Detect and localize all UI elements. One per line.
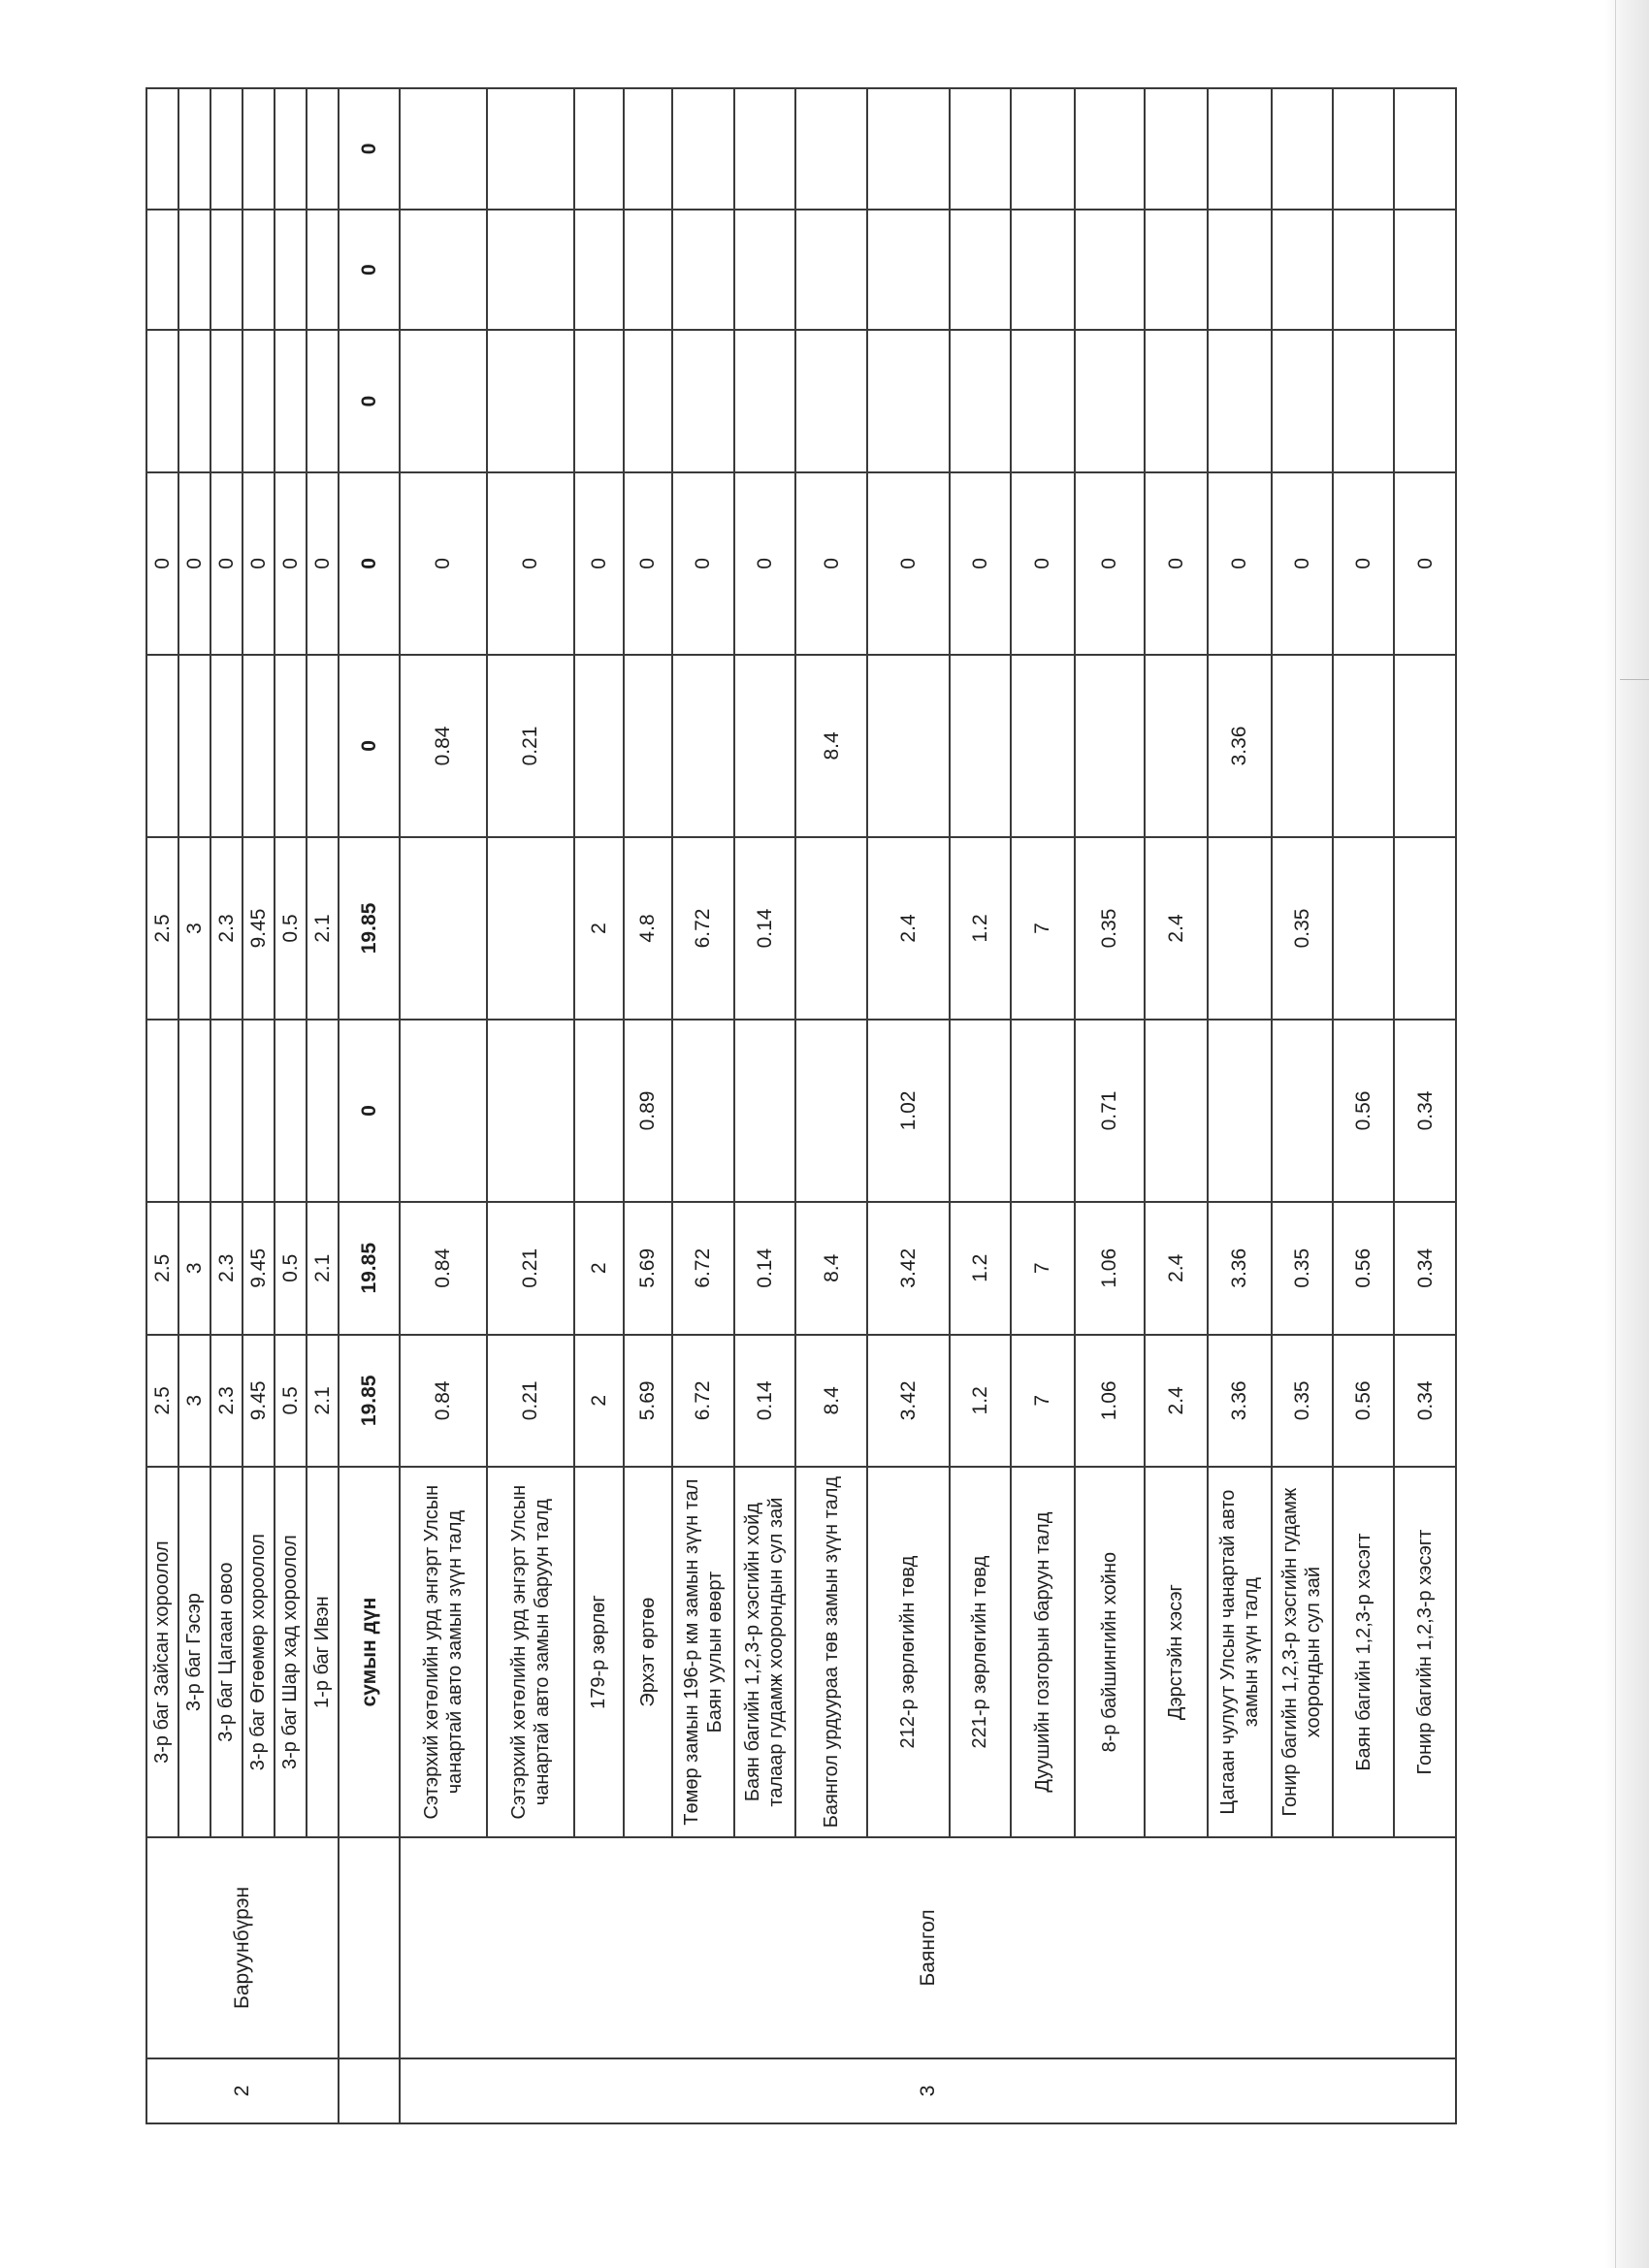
value-cell-c1: 2.3 — [210, 1335, 242, 1468]
place-name: 212-р зөрлөгийн төвд — [867, 1467, 950, 1837]
place-name: Гонир багийн 1,2,3-р хэсэгт — [1394, 1467, 1456, 1837]
value-cell-c9 — [795, 88, 867, 210]
value-cell-c6: 0 — [672, 472, 733, 655]
value-cell-c9 — [307, 88, 339, 210]
value-cell-c8 — [1145, 210, 1209, 331]
value-cell-c2: 7 — [1011, 1202, 1075, 1335]
value-cell-c9 — [146, 88, 178, 210]
value-cell-c7 — [210, 330, 242, 471]
value-cell-c5 — [1272, 655, 1333, 837]
value-cell-c9 — [950, 88, 1011, 210]
value-cell-c9 — [210, 88, 242, 210]
value-cell-c4: 2.4 — [1145, 837, 1209, 1020]
value-cell-c7 — [1272, 330, 1333, 471]
table-row — [210, 88, 242, 2123]
value-cell-c6: 0 — [146, 472, 178, 655]
value-cell-c2: 0.14 — [734, 1202, 795, 1335]
rotated-table-container — [146, 87, 1457, 2124]
value-cell-c9 — [574, 88, 624, 210]
place-name: Сэтэрхий хөтөлийн урд энгэрт Улсын чанартай авто замын баруун талд — [487, 1467, 574, 1837]
value-cell-c2: 2.5 — [146, 1202, 178, 1335]
total-value-c7: 0 — [339, 330, 400, 471]
table-row — [672, 88, 733, 2123]
value-cell-c7 — [275, 330, 307, 471]
value-cell-c1: 5.69 — [624, 1335, 673, 1468]
value-cell-c9 — [734, 88, 795, 210]
place-name: 179-р зөрлөг — [574, 1467, 624, 1837]
soum-name: Баруунбүрэн — [146, 1837, 339, 2058]
total-value-c6: 0 — [339, 472, 400, 655]
paper-edge — [1604, 0, 1649, 2268]
value-cell-c4: 4.8 — [624, 837, 673, 1020]
value-cell-c7 — [795, 330, 867, 471]
total-value-c5: 0 — [339, 655, 400, 837]
total-value-c9: 0 — [339, 88, 400, 210]
value-cell-c7 — [624, 330, 673, 471]
value-cell-c4: 0.14 — [734, 837, 795, 1020]
table-row — [1333, 88, 1394, 2123]
value-cell-c8 — [146, 210, 178, 331]
value-cell-c2: 0.5 — [275, 1202, 307, 1335]
value-cell-c8 — [487, 210, 574, 331]
value-cell-c8 — [1208, 210, 1272, 331]
place-name: 3-р баг Зайсан хороолол — [146, 1467, 178, 1837]
value-cell-c1: 0.14 — [734, 1335, 795, 1468]
value-cell-c3 — [307, 1020, 339, 1202]
value-cell-c3 — [178, 1020, 210, 1202]
value-cell-c4: 2.3 — [210, 837, 242, 1020]
place-name: 3-р баг Шар хад хороолол — [275, 1467, 307, 1837]
value-cell-c5 — [146, 655, 178, 837]
value-cell-c3 — [210, 1020, 242, 1202]
table-row — [1011, 88, 1075, 2123]
value-cell-c4: 0.35 — [1075, 837, 1145, 1020]
value-cell-c8 — [307, 210, 339, 331]
value-cell-c1: 0.5 — [275, 1335, 307, 1468]
table-row — [1075, 88, 1145, 2123]
value-cell-c5 — [672, 655, 733, 837]
value-cell-c2: 0.35 — [1272, 1202, 1333, 1335]
value-cell-c2: 1.2 — [950, 1202, 1011, 1335]
value-cell-c2: 8.4 — [795, 1202, 867, 1335]
value-cell-c1: 8.4 — [795, 1335, 867, 1468]
value-cell-c4: 2.4 — [867, 837, 950, 1020]
value-cell-c5 — [867, 655, 950, 837]
value-cell-c3 — [275, 1020, 307, 1202]
fold-mark — [1620, 679, 1649, 680]
value-cell-c8 — [275, 210, 307, 331]
value-cell-c1: 0.56 — [1333, 1335, 1394, 1468]
place-name: Сэтэрхий хөтөлийн урд энгэрт Улсын чанартай авто замын зүүн талд — [400, 1467, 487, 1837]
value-cell-c2: 2.1 — [307, 1202, 339, 1335]
section-number: 3 — [400, 2058, 1456, 2123]
value-cell-c1: 6.72 — [672, 1335, 733, 1468]
value-cell-c9 — [672, 88, 733, 210]
table-row — [275, 88, 307, 2123]
value-cell-c5 — [574, 655, 624, 837]
value-cell-c3 — [400, 1020, 487, 1202]
value-cell-c7 — [672, 330, 733, 471]
value-cell-c3 — [146, 1020, 178, 1202]
value-cell-c7 — [307, 330, 339, 471]
table-body — [146, 88, 1456, 2123]
value-cell-c2: 6.72 — [672, 1202, 733, 1335]
table-row — [734, 88, 795, 2123]
table-row — [1272, 88, 1333, 2123]
place-name: 3-р баг Өгөөмөр хороолол — [242, 1467, 275, 1837]
value-cell-c1: 7 — [1011, 1335, 1075, 1468]
value-cell-c8 — [210, 210, 242, 331]
value-cell-c1: 3.36 — [1208, 1335, 1272, 1468]
value-cell-c6: 0 — [210, 472, 242, 655]
value-cell-c5 — [1145, 655, 1209, 837]
value-cell-c2: 2 — [574, 1202, 624, 1335]
value-cell-c2: 9.45 — [242, 1202, 275, 1335]
value-cell-c6: 0 — [1011, 472, 1075, 655]
total-value-c8: 0 — [339, 210, 400, 331]
place-name: Гонир багийн 1,2,3-р хэсгийн гудамж хоорондын сул зай — [1272, 1467, 1333, 1837]
value-cell-c9 — [1075, 88, 1145, 210]
soum-name: Баянгол — [400, 1837, 1456, 2058]
value-cell-c7 — [146, 330, 178, 471]
value-cell-c9 — [624, 88, 673, 210]
value-cell-c7 — [1075, 330, 1145, 471]
total-value-c3: 0 — [339, 1020, 400, 1202]
value-cell-c6: 0 — [1394, 472, 1456, 655]
value-cell-c5 — [275, 655, 307, 837]
value-cell-c6: 0 — [242, 472, 275, 655]
value-cell-c7 — [574, 330, 624, 471]
value-cell-c7 — [950, 330, 1011, 471]
value-cell-c1: 2.5 — [146, 1335, 178, 1468]
value-cell-c6: 0 — [1145, 472, 1209, 655]
value-cell-c7 — [242, 330, 275, 471]
value-cell-c8 — [795, 210, 867, 331]
value-cell-c5 — [1011, 655, 1075, 837]
value-cell-c3: 0.71 — [1075, 1020, 1145, 1202]
table-row — [624, 88, 673, 2123]
value-cell-c5 — [734, 655, 795, 837]
value-cell-c1: 2.4 — [1145, 1335, 1209, 1468]
value-cell-c4: 2.5 — [146, 837, 178, 1020]
value-cell-c9 — [178, 88, 210, 210]
value-cell-c6: 0 — [1333, 472, 1394, 655]
total-value-c1: 19.85 — [339, 1335, 400, 1468]
value-cell-c3: 0.89 — [624, 1020, 673, 1202]
value-cell-c8 — [672, 210, 733, 331]
value-cell-c4: 3 — [178, 837, 210, 1020]
value-cell-c1: 2 — [574, 1335, 624, 1468]
value-cell-c9 — [400, 88, 487, 210]
value-cell-c4: 0.35 — [1272, 837, 1333, 1020]
table-row — [574, 88, 624, 2123]
value-cell-c5 — [307, 655, 339, 837]
total-row — [339, 88, 400, 2123]
value-cell-c1: 0.34 — [1394, 1335, 1456, 1468]
place-name: Эрхэт өртөө — [624, 1467, 673, 1837]
value-cell-c8 — [1333, 210, 1394, 331]
value-cell-c2: 3 — [178, 1202, 210, 1335]
value-cell-c5 — [1394, 655, 1456, 837]
value-cell-c1: 0.21 — [487, 1335, 574, 1468]
total-blank — [339, 2058, 400, 2123]
section-number: 2 — [146, 2058, 339, 2123]
value-cell-c4: 6.72 — [672, 837, 733, 1020]
table-row — [307, 88, 339, 2123]
table-row — [487, 88, 574, 2123]
value-cell-c8 — [242, 210, 275, 331]
value-cell-c9 — [867, 88, 950, 210]
value-cell-c2: 3.36 — [1208, 1202, 1272, 1335]
value-cell-c6: 0 — [307, 472, 339, 655]
value-cell-c7 — [734, 330, 795, 471]
place-name: 8-р байшингийн хойно — [1075, 1467, 1145, 1837]
place-name: 3-р баг Гэсэр — [178, 1467, 210, 1837]
value-cell-c4 — [795, 837, 867, 1020]
table-row — [950, 88, 1011, 2123]
value-cell-c8 — [574, 210, 624, 331]
value-cell-c3 — [1011, 1020, 1075, 1202]
value-cell-c2: 2.3 — [210, 1202, 242, 1335]
value-cell-c6: 0 — [178, 472, 210, 655]
value-cell-c7 — [1011, 330, 1075, 471]
value-cell-c7 — [1333, 330, 1394, 471]
value-cell-c6: 0 — [574, 472, 624, 655]
value-cell-c8 — [950, 210, 1011, 331]
value-cell-c8 — [624, 210, 673, 331]
value-cell-c7 — [178, 330, 210, 471]
value-cell-c9 — [1145, 88, 1209, 210]
value-cell-c2: 3.42 — [867, 1202, 950, 1335]
value-cell-c5: 3.36 — [1208, 655, 1272, 837]
value-cell-c5 — [624, 655, 673, 837]
table-row — [146, 88, 178, 2123]
table-row — [242, 88, 275, 2123]
place-name: Баян багийн 1,2,3-р хэсгийн хойд талаар гудамж хоорондын сул зай — [734, 1467, 795, 1837]
value-cell-c6: 0 — [950, 472, 1011, 655]
value-cell-c7 — [1208, 330, 1272, 471]
value-cell-c3: 0.56 — [1333, 1020, 1394, 1202]
place-name: Баянгол урдуураа төв замын зүүн талд — [795, 1467, 867, 1837]
value-cell-c2: 0.21 — [487, 1202, 574, 1335]
value-cell-c9 — [275, 88, 307, 210]
value-cell-c1: 1.06 — [1075, 1335, 1145, 1468]
value-cell-c6: 0 — [624, 472, 673, 655]
place-name: Дэрстэйн хэсэг — [1145, 1467, 1209, 1837]
value-cell-c2: 2.4 — [1145, 1202, 1209, 1335]
value-cell-c1: 9.45 — [242, 1335, 275, 1468]
place-name: 3-р баг Цагаан овоо — [210, 1467, 242, 1837]
place-name: Баян багийн 1,2,3-р хэсэгт — [1333, 1467, 1394, 1837]
value-cell-c3 — [1208, 1020, 1272, 1202]
value-cell-c3: 0.34 — [1394, 1020, 1456, 1202]
value-cell-c3 — [950, 1020, 1011, 1202]
table-row — [400, 88, 487, 2123]
value-cell-c6: 0 — [275, 472, 307, 655]
value-cell-c7 — [400, 330, 487, 471]
value-cell-c3: 1.02 — [867, 1020, 950, 1202]
value-cell-c1: 2.1 — [307, 1335, 339, 1468]
value-cell-c4: 9.45 — [242, 837, 275, 1020]
table-row — [1208, 88, 1272, 2123]
value-cell-c6: 0 — [487, 472, 574, 655]
value-cell-c8 — [1011, 210, 1075, 331]
value-cell-c4: 2.1 — [307, 837, 339, 1020]
value-cell-c5 — [242, 655, 275, 837]
total-value-c4: 19.85 — [339, 837, 400, 1020]
total-label: сумын дүн — [339, 1467, 400, 1837]
value-cell-c8 — [734, 210, 795, 331]
value-cell-c3 — [1145, 1020, 1209, 1202]
table-row — [178, 88, 210, 2123]
value-cell-c2: 0.84 — [400, 1202, 487, 1335]
value-cell-c5 — [1075, 655, 1145, 837]
total-blank — [339, 1837, 400, 2058]
value-cell-c2: 1.06 — [1075, 1202, 1145, 1335]
value-cell-c9 — [242, 88, 275, 210]
value-cell-c1: 3 — [178, 1335, 210, 1468]
value-cell-c4 — [487, 837, 574, 1020]
value-cell-c9 — [1394, 88, 1456, 210]
place-name: Төмөр замын 196-р км замын зүүн тал Баян уулын өвөрт — [672, 1467, 733, 1837]
value-cell-c1: 0.84 — [400, 1335, 487, 1468]
value-cell-c7 — [1145, 330, 1209, 471]
value-cell-c5 — [210, 655, 242, 837]
value-cell-c9 — [1011, 88, 1075, 210]
table-row — [867, 88, 950, 2123]
total-value-c2: 19.85 — [339, 1202, 400, 1335]
value-cell-c5: 8.4 — [795, 655, 867, 837]
value-cell-c6: 0 — [400, 472, 487, 655]
value-cell-c5: 0.84 — [400, 655, 487, 837]
value-cell-c4 — [1394, 837, 1456, 1020]
value-cell-c9 — [487, 88, 574, 210]
value-cell-c4: 0.5 — [275, 837, 307, 1020]
value-cell-c9 — [1333, 88, 1394, 210]
value-cell-c8 — [1272, 210, 1333, 331]
value-cell-c7 — [867, 330, 950, 471]
value-cell-c6: 0 — [1272, 472, 1333, 655]
table-row — [795, 88, 867, 2123]
value-cell-c5 — [950, 655, 1011, 837]
value-cell-c8 — [867, 210, 950, 331]
value-cell-c8 — [1075, 210, 1145, 331]
value-cell-c1: 3.42 — [867, 1335, 950, 1468]
value-cell-c6: 0 — [734, 472, 795, 655]
value-cell-c8 — [400, 210, 487, 331]
paper-edge-line — [1615, 0, 1616, 2268]
value-cell-c3 — [242, 1020, 275, 1202]
land-allocation-table — [146, 87, 1457, 2124]
value-cell-c4 — [1333, 837, 1394, 1020]
value-cell-c4: 1.2 — [950, 837, 1011, 1020]
value-cell-c6: 0 — [795, 472, 867, 655]
value-cell-c1: 0.35 — [1272, 1335, 1333, 1468]
value-cell-c9 — [1208, 88, 1272, 210]
place-name: Цагаан чулуут Улсын чанартай авто замын зүүн талд — [1208, 1467, 1272, 1837]
value-cell-c6: 0 — [867, 472, 950, 655]
value-cell-c7 — [1394, 330, 1456, 471]
value-cell-c4 — [400, 837, 487, 1020]
value-cell-c5 — [178, 655, 210, 837]
table-row — [1394, 88, 1456, 2123]
value-cell-c8 — [178, 210, 210, 331]
value-cell-c3 — [574, 1020, 624, 1202]
value-cell-c5: 0.21 — [487, 655, 574, 837]
table-row — [1145, 88, 1209, 2123]
value-cell-c5 — [1333, 655, 1394, 837]
value-cell-c2: 0.56 — [1333, 1202, 1394, 1335]
value-cell-c6: 0 — [1208, 472, 1272, 655]
value-cell-c9 — [1272, 88, 1333, 210]
value-cell-c4 — [1208, 837, 1272, 1020]
place-name: 221-р зөрлөгийн төвд — [950, 1467, 1011, 1837]
value-cell-c3 — [1272, 1020, 1333, 1202]
place-name: 1-р баг Ивэн — [307, 1467, 339, 1837]
value-cell-c2: 5.69 — [624, 1202, 673, 1335]
value-cell-c4: 7 — [1011, 837, 1075, 1020]
value-cell-c7 — [487, 330, 574, 471]
value-cell-c2: 0.34 — [1394, 1202, 1456, 1335]
value-cell-c4: 2 — [574, 837, 624, 1020]
value-cell-c3 — [672, 1020, 733, 1202]
place-name: Дуушийн гозгорын баруун талд — [1011, 1467, 1075, 1837]
value-cell-c3 — [487, 1020, 574, 1202]
value-cell-c6: 0 — [1075, 472, 1145, 655]
value-cell-c8 — [1394, 210, 1456, 331]
value-cell-c1: 1.2 — [950, 1335, 1011, 1468]
value-cell-c3 — [795, 1020, 867, 1202]
value-cell-c3 — [734, 1020, 795, 1202]
